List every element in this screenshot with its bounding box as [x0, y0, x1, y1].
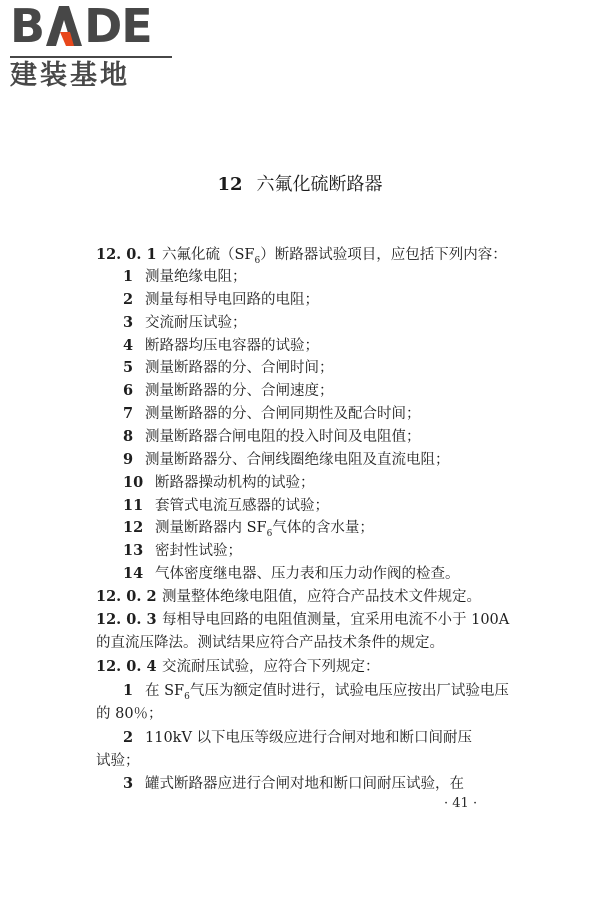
item-text: 测量绝缘电阻； [145, 269, 247, 285]
item-label: 13 [123, 542, 144, 559]
logo-letter-b: B [10, 0, 45, 53]
item-text-part: 测量断路器内 SF [155, 520, 267, 536]
item-label: 1 [123, 682, 134, 699]
logo-letter-d: D [84, 0, 122, 53]
logo-letter-e: E [121, 0, 152, 53]
item-label: 8 [123, 428, 134, 445]
chapter-number: 12 [217, 174, 243, 195]
clause-number: 12. 0. 2 [96, 588, 157, 605]
list-item [123, 540, 543, 562]
subscript: 6 [184, 691, 190, 702]
bade-logo [10, 0, 180, 92]
list-item [123, 472, 543, 494]
list-item [123, 380, 543, 402]
item-label: 1 [123, 268, 134, 285]
item-text [155, 520, 374, 539]
item-text: 试验； [96, 753, 140, 769]
list-item [123, 563, 543, 585]
item-label: 2 [123, 729, 134, 746]
clause-text [162, 247, 507, 266]
list-item-continued [96, 750, 516, 772]
item-text: 110kV 以下电压等级应进行合闸对地和断口间耐压 [145, 730, 473, 746]
item-text: 测量每相导电回路的电阻； [145, 292, 319, 308]
item-text: 套管式电流互感器的试验； [155, 498, 329, 514]
list-item-continued [96, 703, 516, 725]
item-label: 14 [123, 565, 144, 582]
item-text: 罐式断路器应进行合闸对地和断口间耐压试验，在 [145, 776, 464, 792]
clause-number: 12. 0. 1 [96, 246, 157, 263]
list-item [123, 727, 543, 749]
clause-number: 12. 0. 3 [96, 611, 157, 628]
list-item [123, 773, 543, 795]
clause-text: 交流耐压试验，应符合下列规定： [162, 659, 380, 675]
chapter-title [0, 170, 600, 200]
clause-12-0-3-continued [96, 632, 516, 654]
subscript: 6 [266, 528, 273, 539]
chapter-name: 六氟化硫断路器 [256, 174, 383, 195]
item-text [145, 683, 509, 702]
item-text-part: 在 SF [145, 683, 185, 699]
item-label: 11 [123, 497, 144, 514]
item-label: 2 [123, 291, 134, 308]
item-label: 3 [123, 314, 134, 331]
subscript: 6 [254, 255, 261, 266]
clause-text-part: 六氟化硫（SF [162, 247, 255, 263]
list-item [123, 495, 543, 517]
item-text: 交流耐压试验； [145, 315, 247, 331]
logo-divider [10, 56, 172, 58]
list-item [123, 357, 543, 379]
list-item [123, 312, 543, 334]
page-number: · 41 · [444, 796, 478, 811]
clause-number: 12. 0. 4 [96, 658, 157, 675]
item-label: 3 [123, 775, 134, 792]
item-text: 测量断路器的分、合闸时间； [145, 360, 334, 376]
clause-12-0-3 [96, 609, 516, 631]
clause-text-part: ）断路器试验项目，应包括下列内容： [260, 247, 507, 263]
item-text: 的 80％； [96, 706, 163, 722]
item-text: 断路器均压电容器的试验； [145, 338, 319, 354]
item-label: 10 [123, 474, 144, 491]
item-text: 测量断路器的分、合闸同期性及配合时间； [145, 406, 421, 422]
logo-letter-a [46, 6, 82, 46]
item-text: 断路器操动机构的试验； [155, 475, 315, 491]
clause-12-0-2 [96, 586, 516, 608]
item-label: 6 [123, 382, 134, 399]
clause-text: 每相导电回路的电阻值测量，宜采用电流不小于 100A [162, 612, 510, 628]
logo-subtitle: 建装基地 [10, 60, 130, 91]
logo-a-mark-icon [46, 6, 82, 46]
item-label: 5 [123, 359, 134, 376]
item-text: 测量断路器合闸电阻的投入时间及电阻值； [145, 429, 421, 445]
clause-12-0-4 [96, 656, 516, 678]
item-text-part: 气压为额定值时进行，试验电压应按出厂试验电压 [189, 683, 509, 699]
item-label: 7 [123, 405, 134, 422]
logo-wordmark [10, 0, 152, 53]
list-item [123, 449, 543, 471]
item-text: 密封性试验； [155, 543, 242, 559]
item-label: 4 [123, 337, 134, 354]
list-item [123, 426, 543, 448]
list-item [123, 266, 543, 288]
list-item [123, 289, 543, 311]
item-text: 测量断路器的分、合闸速度； [145, 383, 334, 399]
clause-text: 的直流压降法。测试结果应符合产品技术条件的规定。 [96, 635, 444, 651]
list-item [123, 403, 543, 425]
item-label: 12 [123, 519, 144, 536]
item-label: 9 [123, 451, 134, 468]
item-text: 气体密度继电器、压力表和压力动作阀的检查。 [155, 566, 460, 582]
item-text-part: 气体的含水量； [272, 520, 374, 536]
list-item [123, 335, 543, 357]
item-text: 测量断路器分、合闸线圈绝缘电阻及直流电阻； [145, 452, 450, 468]
clause-text: 测量整体绝缘电阻值，应符合产品技术文件规定。 [162, 589, 481, 605]
